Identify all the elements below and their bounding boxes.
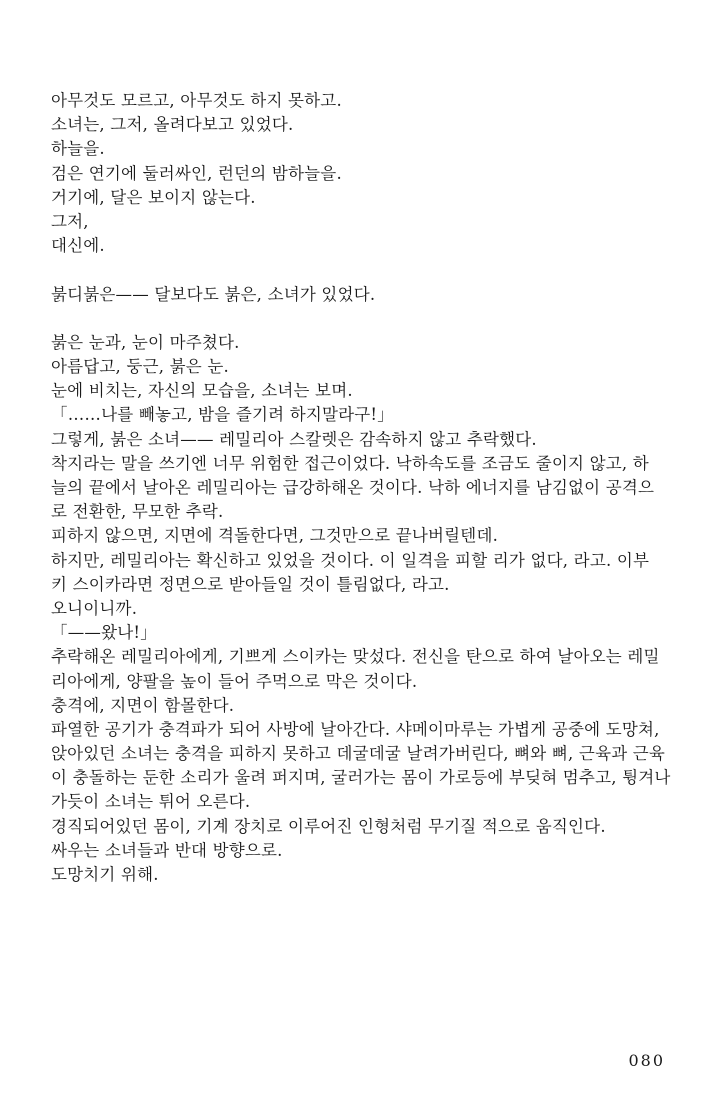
text-line: 하지만, 레밀리아는 확신하고 있었을 것이다. 이 일격을 피할 리가 없다, 라고. 이부 bbox=[51, 550, 650, 570]
page-number: 080 bbox=[628, 1051, 665, 1070]
text-line: 붉디붉은—— 달보다도 붉은, 소녀가 있었다. bbox=[51, 284, 376, 304]
text-line: 거기에, 달은 보이지 않는다. bbox=[51, 187, 256, 207]
text-line: 앉아있던 소녀는 충격을 피하지 못하고 데굴데굴 날려가버린다, 뼈와 뼈, 근육과 근육 bbox=[51, 744, 666, 764]
text-line: 리아에게, 양팔을 높이 들어 주먹으로 막은 것이다. bbox=[51, 671, 418, 691]
text-line: 그렇게, 붉은 소녀—— 레밀리아 스칼렛은 감속하지 않고 추락했다. bbox=[51, 429, 537, 449]
text-line: 아무것도 모르고, 아무것도 하지 못하고. bbox=[51, 91, 342, 110]
body-text bbox=[51, 89, 681, 887]
text-line: 하늘을. bbox=[51, 139, 105, 159]
text-line: 가듯이 소녀는 튀어 오른다. bbox=[51, 792, 251, 812]
text-line: 이 충돌하는 둔한 소리가 울려 퍼지며, 굴러가는 몸이 가로등에 부딪혀 멈추고, 튕겨나 bbox=[51, 768, 671, 788]
text-line: 아름답고, 둥근, 붉은 눈. bbox=[51, 357, 229, 377]
text-line: 도망치기 위해. bbox=[51, 865, 159, 884]
text-line: 오니이니까. bbox=[51, 598, 138, 618]
text-line: 로 전환한, 무모한 추락. bbox=[51, 502, 224, 522]
text-line: 눈에 비치는, 자신의 모습을, 소녀는 보며. bbox=[51, 381, 353, 401]
text-line: 늘의 끝에서 날아온 레밀리아는 급강하해온 것이다. 낙하 에너지를 남김없이 공격으 bbox=[51, 478, 655, 497]
text-line: 피하지 않으면, 지면에 격돌한다면, 그것만으로 끝나버릴텐데. bbox=[51, 526, 499, 546]
text-line: 착지라는 말을 쓰기엔 너무 위험한 접근이었다. 낙하속도를 조금도 줄이지 않고, 하 bbox=[51, 453, 649, 473]
text-line: 싸우는 소녀들과 반대 방향으로. bbox=[51, 840, 283, 860]
text-line: 붉은 눈과, 눈이 마주쳤다. bbox=[51, 332, 240, 352]
text-line: 그저, bbox=[51, 211, 89, 231]
dialogue-line: 「……나를 빼놓고, 밤을 즐기려 하지말라구!」 bbox=[51, 405, 394, 425]
text-line: 파열한 공기가 충격파가 되어 사방에 날아간다. 샤메이마루는 가볍게 공중에 도망쳐, bbox=[51, 719, 660, 739]
text-line: 대신에. bbox=[51, 236, 105, 256]
blank-line bbox=[51, 258, 681, 282]
text-line: 경직되어있던 몸이, 기계 장치로 이루어진 인형처럼 무기질 적으로 움직인다. bbox=[51, 816, 606, 836]
text-line: 소녀는, 그저, 올려다보고 있었다. bbox=[51, 115, 294, 135]
text-line: 충격에, 지면이 함몰한다. bbox=[51, 695, 235, 715]
text-line: 검은 연기에 둘러싸인, 런던의 밤하늘을. bbox=[51, 163, 342, 183]
text-line: 추락해온 레밀리아에게, 기쁘게 스이카는 맞섰다. 전신을 탄으로 하여 날아오는 레밀 bbox=[51, 647, 660, 667]
dialogue-line: 「——왔나!」 bbox=[51, 623, 157, 643]
text-line: 키 스이카라면 정면으로 받아들일 것이 틀림없다, 라고. bbox=[51, 574, 450, 594]
blank-line bbox=[51, 307, 681, 331]
